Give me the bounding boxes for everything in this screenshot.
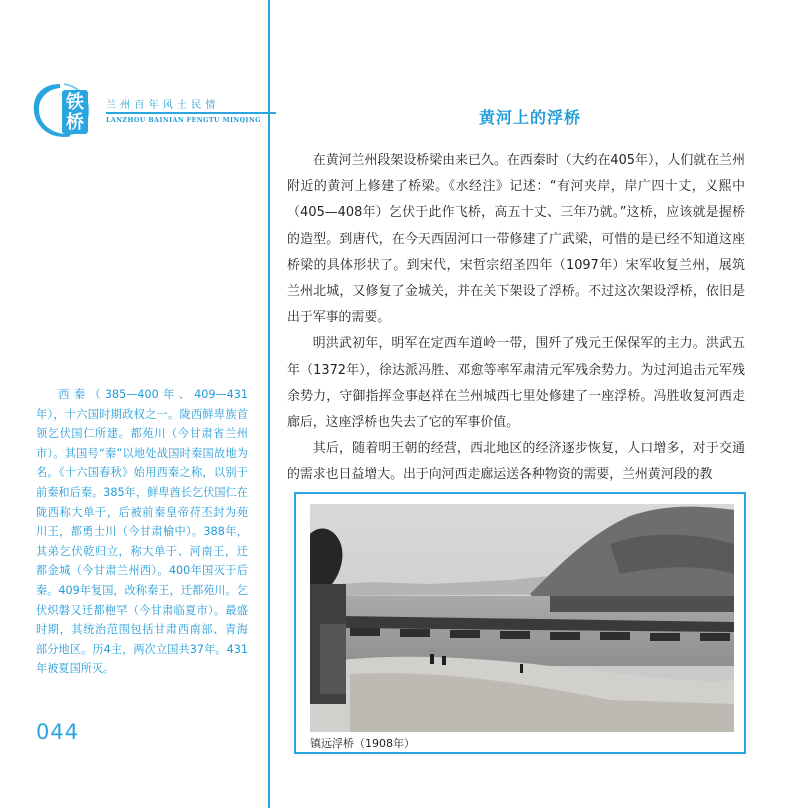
article-title: 黄河上的浮桥	[478, 108, 581, 127]
brush-circle-icon	[30, 80, 94, 138]
article-paragraph-3: 其后，随着明王朝的经营，西北地区的经济逐步恢复，人口增多，对于交通的需求也日益增大。出于向河西走廊运送各种物资的需要，兰州黄河段的教	[287, 441, 745, 483]
photo-caption: 镇远浮桥（1908年）	[310, 737, 415, 750]
article-paragraph-2: 明洪武初年，明军在定西车道岭一带，围歼了残元王保保军的主力。洪武五年（1372年），徐达派冯胜、邓愈等率军肃清元军残余势力。为过河追击元军残余势力，守御指挥佥事赵祥在兰州城西七里处修建了一座浮桥。冯胜收复河西走廊后，这座浮桥也失去了它的军事价值。	[287, 336, 745, 431]
side-note: 西秦（385—400年、409—431年），十六国时期政权之一。陇西鲜卑族首领乞伏国仁所建。都苑川（今甘肃省兰州市）。其国号“秦”以地处战国时秦国故地为名。《十六国春秋》始用西秦之称，以别于前秦和后秦。385年，鲜卑酋长乞伏国仁在陇西称大单于，后被前秦皇帝苻丕封为苑川王，都勇士川（今甘肃榆中）。388年，其弟乞伏乾归立，称大单于、河南王，迁都金城（今甘肃兰州西）。400年国灭于后秦。409年复国，改称秦王，迁都苑川。乞伏炽磐又迁都枹罕（今甘肃临夏市）。最盛时期，其统治范围包括甘肃西南部、青海部分地区。历4主，两次立国共37年。431年被夏国所灭。	[36, 388, 248, 676]
series-subtitle: LANZHOU BAINIAN FENGTU MINQING	[106, 117, 261, 124]
series-rule	[106, 112, 276, 114]
series-title: 兰州百年风土民情	[106, 100, 220, 111]
article-paragraph-1: 在黄河兰州段架设桥梁由来已久。在西秦时（大约在405年），人们就在兰州附近的黄河上修建了桥梁。《水经注》记述：“有河夹岸，岸广四十丈，义熙中（405—408年）乞伏于此作飞桥，高五十丈、三年乃就。”这桥，应该就是握桥的造型。到唐代，在今天西固河口一带修建了广武梁，可惜的是已经不知道这座桥梁的具体形状了。到宋代，宋哲宗绍圣四年（1097年）宋军收复兰州，展筑兰州北城，又修复了金城关，并在关下架设了浮桥。不过这次架设浮桥，依旧是出于军事的需要。	[287, 153, 745, 326]
photo-frame	[294, 492, 746, 754]
page-number: 044	[36, 720, 80, 744]
logo-char-1: 铁	[66, 92, 84, 113]
series-logo	[30, 80, 270, 140]
pontoon-bridge-photo	[310, 504, 734, 732]
historical-photo	[310, 504, 734, 732]
article-body	[287, 148, 745, 489]
logo-char-2: 桥	[66, 112, 84, 133]
